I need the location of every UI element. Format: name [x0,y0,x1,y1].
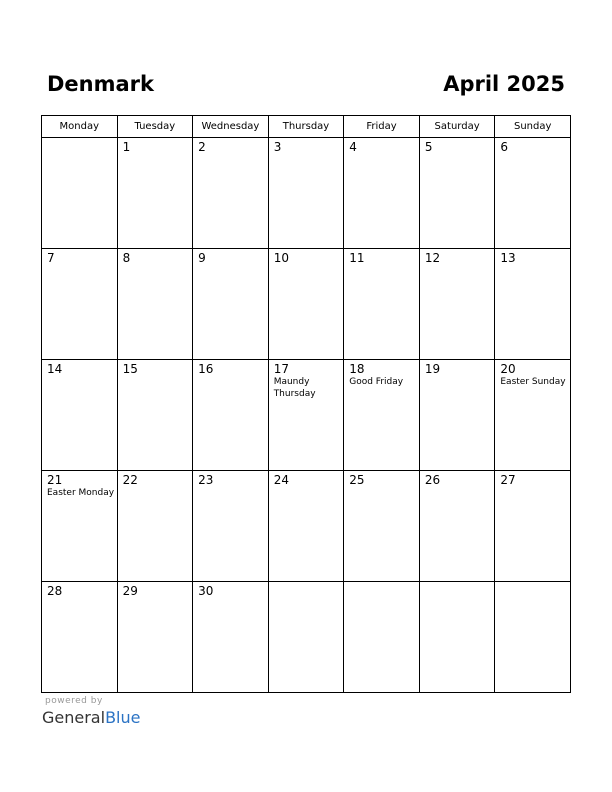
weekday-header: Friday [344,116,420,138]
weekday-header: Wednesday [193,116,269,138]
day-cell [268,360,344,471]
day-number: 22 [122,473,138,487]
day-cell [344,138,420,249]
weekday-header: Thursday [268,116,344,138]
day-number: 8 [122,251,131,265]
country-title: Denmark [47,72,154,96]
day-cell [344,360,420,471]
day-cell [419,360,495,471]
day-cell [117,249,193,360]
day-cell [42,360,118,471]
day-cell [42,471,118,582]
powered-by-label: powered by [45,696,103,706]
holiday-label: Easter Monday [47,488,115,498]
day-number: 11 [349,251,365,265]
day-number: 9 [198,251,206,265]
weekday-header: Monday [42,116,118,138]
day-cell [495,471,571,582]
day-cell [419,249,495,360]
week-row [42,582,571,693]
day-cell [193,582,269,693]
day-number: 26 [424,473,441,487]
day-number: 27 [500,473,516,487]
day-cell [117,582,193,693]
day-cell [268,471,344,582]
day-cell [117,138,193,249]
day-number [420,582,495,584]
weekday-header: Tuesday [117,116,193,138]
day-number: 7 [47,251,55,265]
day-cell [268,582,344,693]
holiday-label: Good Friday [349,377,404,387]
weekday-header: Saturday [419,116,495,138]
week-row [42,249,571,360]
day-number: 2 [198,140,206,154]
day-number: 14 [47,362,63,376]
day-cell [344,471,420,582]
week-row [42,471,571,582]
day-number: 16 [198,362,214,376]
day-cell [193,360,269,471]
brand-blue-text: Blue [105,708,141,727]
holiday-label: Maundy Thursday [273,377,316,399]
day-number: 28 [47,584,63,598]
day-cell [344,582,420,693]
day-number: 4 [349,140,357,154]
day-number [344,582,419,584]
day-cell [193,471,269,582]
day-cell [495,582,571,693]
weekday-header: Sunday [495,116,571,138]
day-cell [344,249,420,360]
day-cell [268,138,344,249]
day-number: 12 [424,251,441,265]
day-cell [42,249,118,360]
day-number: 21 [47,473,63,487]
day-number [495,582,570,584]
day-number: 15 [122,362,138,376]
day-cell [495,249,571,360]
week-row [42,138,571,249]
day-number: 3 [273,140,282,154]
day-number [42,138,117,140]
day-cell [419,582,495,693]
day-number: 23 [198,473,214,487]
day-number: 30 [198,584,214,598]
brand-general-text: General [42,708,106,727]
day-number: 10 [273,251,289,265]
day-cell [268,249,344,360]
day-cell [419,471,495,582]
day-number: 20 [500,362,516,376]
day-number: 5 [424,140,433,154]
day-number: 29 [122,584,138,598]
day-cell [193,249,269,360]
day-cell [42,138,118,249]
day-number: 18 [349,362,365,376]
day-cell [117,471,193,582]
day-number [269,582,344,584]
month-title: April 2025 [443,72,565,96]
day-cell [193,138,269,249]
holiday-label: Easter Sunday [500,377,566,387]
day-cell [495,138,571,249]
day-cell [495,360,571,471]
day-cell [419,138,495,249]
day-number: 25 [349,473,365,487]
week-row [42,360,571,471]
weekday-header-row [42,116,571,138]
day-number: 17 [273,362,289,376]
day-cell [42,582,118,693]
day-number: 13 [500,251,516,265]
day-number: 1 [122,140,131,154]
brand-logo [42,708,140,728]
calendar-grid [41,115,571,693]
day-number: 24 [273,473,289,487]
day-cell [117,360,193,471]
day-number: 19 [424,362,441,376]
day-number: 6 [500,140,509,154]
